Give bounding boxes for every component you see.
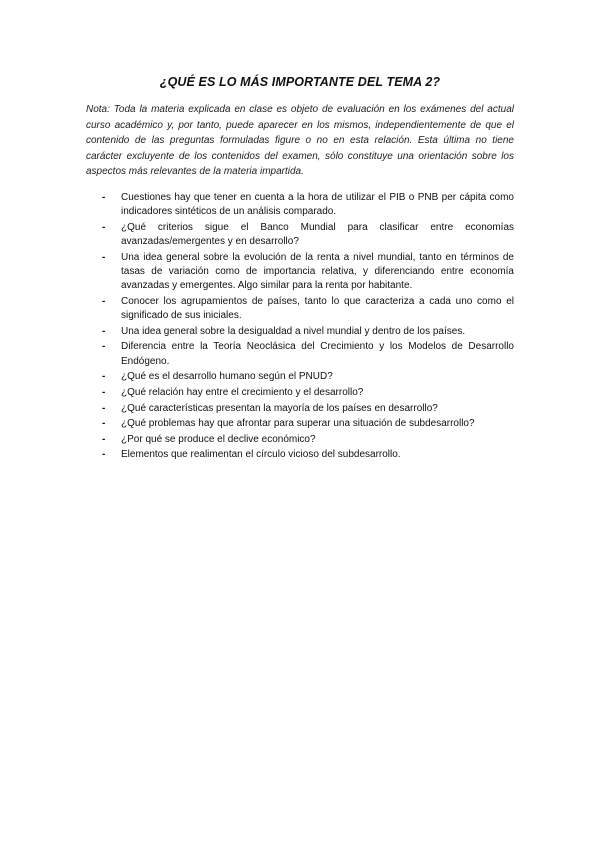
bullet-marker: - [102,221,106,233]
list-item-text: Diferencia entre la Teoría Neoclásica del Crecimiento y los Modelos de Desarrollo Endógeno. [121,341,514,367]
bullet-marker: - [102,325,106,337]
bullet-marker: - [102,192,106,203]
bullet-marker: - [102,386,106,398]
list-item [102,295,514,324]
list-item [102,370,514,384]
list-item-text: Una idea general sobre la desigualdad a nivel mundial y dentro de los países. [121,325,466,337]
list-item [102,221,514,250]
list-item-text: ¿Qué es el desarrollo humano según el PNUD? [121,371,333,383]
list-item-text: Una idea general sobre la evolución de la renta a nivel mundial, tanto en términos de tasas de variación como de importancia relativa, y diferenciando entre economía avanzadas y emergentes. Algo similar para la renta por habitante. [121,251,514,292]
list-item-text: Conocer los agrupamientos de países, tanto lo que caracteriza a cada uno como el significado de sus iniciales. [121,295,514,322]
bullet-marker: - [102,418,106,430]
list-item-text: ¿Qué problemas hay que afrontar para superar una situación de subdesarrollo? [121,418,475,430]
list-item-text: ¿Qué criterios sigue el Banco Mundial para clasificar entre economías avanzadas/emergentes y en desarrollo? [121,221,514,248]
bullet-marker: - [102,295,106,307]
list-item-text: Elementos que realimentan el círculo vicioso del subdesarrollo. [121,449,401,461]
bullet-marker: - [102,449,106,461]
bullet-marker: - [102,251,106,263]
bullet-marker: - [102,433,106,445]
list-item [102,340,514,369]
list-item-text: ¿Por qué se produce el declive económico? [121,433,316,445]
list-item [102,386,514,400]
list-item [102,433,514,447]
document-title: ¿QUÉ ES LO MÁS IMPORTANTE DEL TEMA 2? [159,75,441,89]
bullet-marker: - [102,341,106,353]
list-item [102,402,514,416]
bullet-marker: - [102,402,106,414]
evaluation-note: Nota: Toda la materia explicada en clase es objeto de evaluación en los exámenes del actual curso académico y, por tanto, puede aparecer en los mismos, independientemente de que el contenido de las preguntas formuladas figure o no en esta relación. Esta última no tiene carácter excluyente de los contenidos del examen, sólo constituye una orientación sobre los aspectos más relevantes de la materia impartida. [86,104,514,178]
list-item [102,325,514,339]
list-item-text: ¿Qué relación hay entre el crecimiento y el desarrollo? [121,386,364,398]
list-item [102,191,514,220]
topics-list [102,191,514,464]
list-item [102,251,514,294]
list-item-text: ¿Qué características presentan la mayoría de los países en desarrollo? [121,402,438,414]
list-item [102,417,514,431]
list-item [102,448,514,462]
list-item-text: Cuestiones hay que tener en cuenta a la hora de utilizar el PIB o PNB per cápita como indicadores sintéticos de un análisis comparado. [121,192,514,218]
bullet-marker: - [102,371,106,383]
